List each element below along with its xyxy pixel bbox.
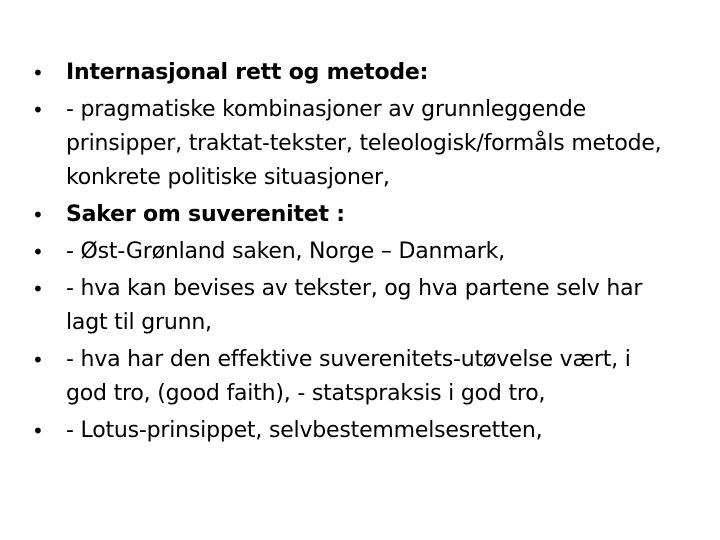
- bullet-icon: •: [32, 277, 44, 301]
- bullet-item-saker-om-suverenitet: [32, 198, 672, 232]
- bullet-text: Internasjonal rett og metode:: [66, 60, 429, 85]
- bullet-item-internasjonal-rett: [32, 56, 672, 90]
- bullet-item-effektive-suverenitet: [32, 343, 672, 411]
- bullet-text: - Lotus-prinsippet, selvbestemmelsesretten,: [66, 418, 543, 443]
- bullet-icon: •: [32, 98, 44, 122]
- bullet-item-ost-gronland: [32, 235, 672, 269]
- bullet-icon: •: [32, 419, 44, 443]
- bullet-item-pragmatiske: [32, 93, 672, 195]
- bullet-icon: •: [32, 348, 44, 372]
- bullet-icon: •: [32, 240, 44, 264]
- bullet-text: - Øst-Grønland saken, Norge – Danmark,: [66, 239, 505, 264]
- bullet-icon: •: [32, 203, 44, 227]
- bullet-text: - hva kan bevises av tekster, og hva partene selv har lagt til grunn,: [66, 276, 643, 335]
- bullet-text: - pragmatiske kombinasjoner av grunnleggende prinsipper, traktat-tekster, teleologisk/formåls metode, konkrete politiske situasjoner,: [66, 97, 662, 190]
- bullet-icon: •: [32, 61, 44, 85]
- bullet-item-lotus-prinsippet: [32, 414, 672, 448]
- bullet-list: [32, 56, 672, 451]
- bullet-text: - hva har den effektive suverenitets-utøvelse vært, i god tro, (good faith), - statspraksis i god tro,: [66, 347, 631, 406]
- bullet-item-bevises-av-tekster: [32, 272, 672, 340]
- bullet-text: Saker om suverenitet :: [66, 202, 345, 227]
